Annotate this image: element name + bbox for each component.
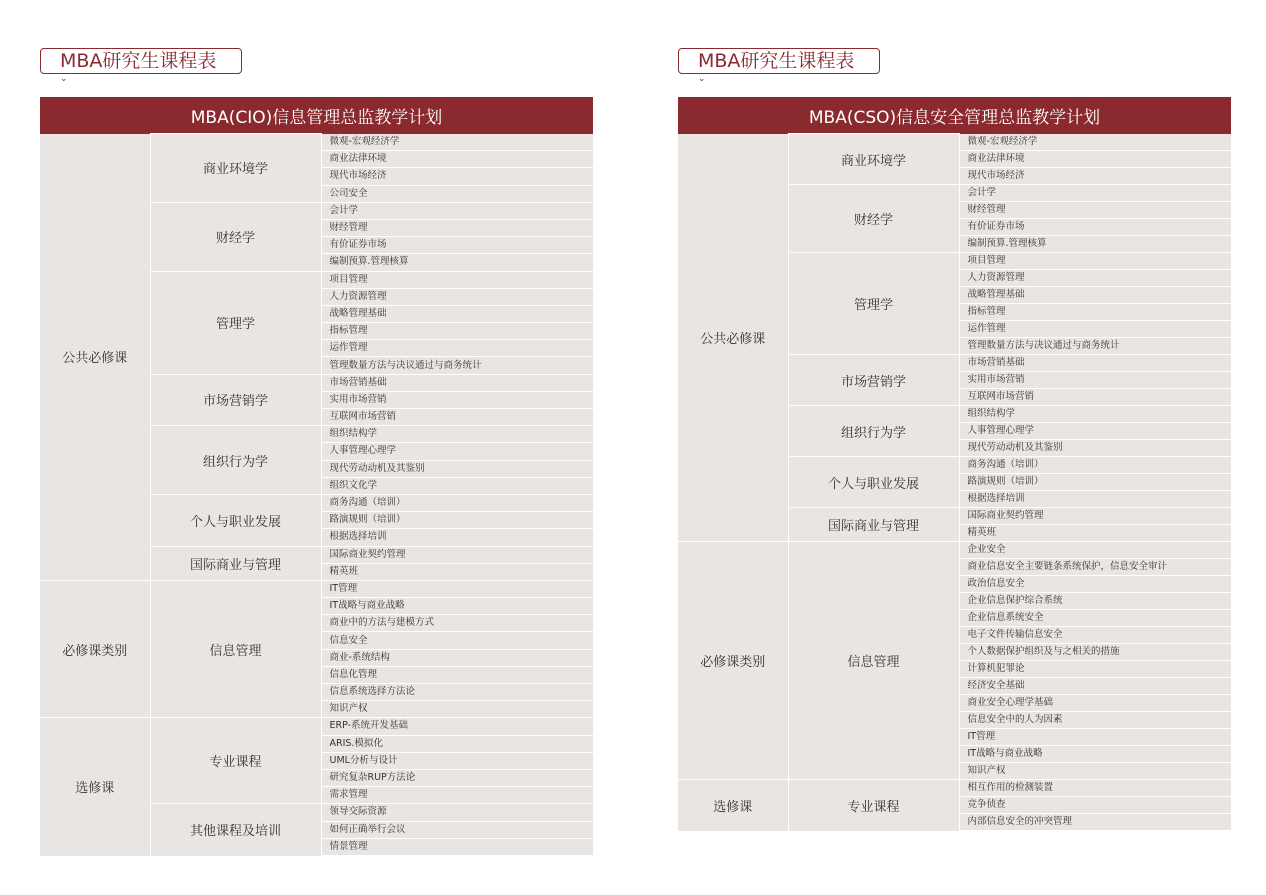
section-label: MBA研究生课程表 <box>40 48 242 74</box>
course-cell: 组织结构学 <box>321 426 593 443</box>
section-label: MBA研究生课程表 <box>678 48 880 74</box>
subject-cell: 市场营销学 <box>788 355 959 406</box>
course-cell: 商业信息安全主要链条系统保护，信息安全审计 <box>959 559 1231 576</box>
course-cell: 根据选择培训 <box>321 529 593 546</box>
category-cell: 必修课类别 <box>40 580 150 718</box>
course-cell: IT战略与商业战略 <box>321 598 593 615</box>
subject-cell: 个人与职业发展 <box>150 494 321 546</box>
course-cell: 电子文件传输信息安全 <box>959 627 1231 644</box>
course-cell: 人力资源管理 <box>959 270 1231 287</box>
course-cell: 财经管理 <box>321 219 593 236</box>
table-row <box>678 780 1231 797</box>
course-cell: 市场营销基础 <box>959 355 1231 372</box>
course-cell: 组织文化学 <box>321 477 593 494</box>
course-cell: 人事管理心理学 <box>321 443 593 460</box>
subject-cell: 商业环境学 <box>788 134 959 185</box>
subject-cell: 财经学 <box>788 185 959 253</box>
course-cell: 竞争侦查 <box>959 797 1231 814</box>
course-cell: 商务沟通（培训） <box>959 457 1231 474</box>
course-cell: 战略管理基础 <box>321 305 593 322</box>
table-row <box>40 718 593 735</box>
course-cell: 研究复杂RUP方法论 <box>321 769 593 786</box>
course-cell: 财经管理 <box>959 202 1231 219</box>
course-cell: 微观-宏观经济学 <box>959 134 1231 151</box>
course-cell: 市场营销基础 <box>321 374 593 391</box>
course-cell: 管理数量方法与决议通过与商务统计 <box>321 357 593 374</box>
course-cell: 战略管理基础 <box>959 287 1231 304</box>
course-cell: 信息安全 <box>321 632 593 649</box>
course-cell: ERP-系统开发基础 <box>321 718 593 735</box>
course-cell: ARIS.模拟化 <box>321 735 593 752</box>
course-cell: IT战略与商业战略 <box>959 746 1231 763</box>
category-cell: 选修课 <box>678 780 788 831</box>
course-cell: 需求管理 <box>321 787 593 804</box>
category-cell: 公共必修课 <box>700 331 766 347</box>
course-cell: 政治信息安全 <box>959 576 1231 593</box>
course-cell: 互联网市场营销 <box>321 409 593 426</box>
category-cell: 选修课 <box>40 718 150 856</box>
course-cell: 运作管理 <box>959 321 1231 338</box>
subject-cell: 个人与职业发展 <box>788 457 959 508</box>
course-cell: UML分析与设计 <box>321 752 593 769</box>
subject-cell: 组织行为学 <box>788 406 959 457</box>
course-cell: 人力资源管理 <box>321 288 593 305</box>
chevron-down-icon: ⌄ <box>60 74 68 84</box>
course-cell: 有价证券市场 <box>321 237 593 254</box>
course-cell: 国际商业契约管理 <box>959 508 1231 525</box>
subject-cell: 信息管理 <box>150 580 321 718</box>
course-cell: 指标管理 <box>959 304 1231 321</box>
category-cell: 必修课类别 <box>678 542 788 780</box>
course-cell: 组织结构学 <box>959 406 1231 423</box>
course-cell: 会计学 <box>959 185 1231 202</box>
course-cell: IT管理 <box>959 729 1231 746</box>
course-cell: 编制预算.管理核算 <box>959 236 1231 253</box>
course-cell: 项目管理 <box>959 253 1231 270</box>
course-cell: 商务沟通（培训） <box>321 494 593 511</box>
subject-cell: 商业环境学 <box>150 134 321 203</box>
course-cell: 个人数据保护组织及与之相关的措施 <box>959 644 1231 661</box>
course-cell: 内部信息安全的冲突管理 <box>959 814 1231 831</box>
subject-cell: 财经学 <box>150 202 321 271</box>
course-cell: 实用市场营销 <box>959 372 1231 389</box>
course-cell: 如何正确举行会议 <box>321 821 593 838</box>
curriculum-table <box>678 97 1231 831</box>
course-cell: 信息系统选择方法论 <box>321 684 593 701</box>
subject-cell: 市场营销学 <box>150 374 321 426</box>
table-row <box>40 580 593 597</box>
course-cell: 商业-系统结构 <box>321 649 593 666</box>
course-cell: 相互作用的检测装置 <box>959 780 1231 797</box>
subject-cell: 专业课程 <box>150 718 321 804</box>
course-cell: 路演规则（培训） <box>321 512 593 529</box>
course-cell: 领导交际资源 <box>321 804 593 821</box>
subject-cell: 专业课程 <box>788 780 959 831</box>
table-row <box>40 134 593 151</box>
category-cell: 公共必修课 <box>62 351 128 367</box>
course-cell: 现代劳动动机及其鉴别 <box>959 440 1231 457</box>
course-cell: 人事管理心理学 <box>959 423 1231 440</box>
course-cell: 知识产权 <box>959 763 1231 780</box>
course-cell: 经济安全基础 <box>959 678 1231 695</box>
course-cell: 实用市场营销 <box>321 391 593 408</box>
course-cell: 会计学 <box>321 202 593 219</box>
course-cell: 商业中的方法与建模方式 <box>321 615 593 632</box>
course-cell: 精英班 <box>959 525 1231 542</box>
course-cell: 运作管理 <box>321 340 593 357</box>
table-row <box>678 134 1231 151</box>
subject-cell: 国际商业与管理 <box>788 508 959 542</box>
course-cell: 企业信息保护综合系统 <box>959 593 1231 610</box>
course-cell: 商业安全心理学基础 <box>959 695 1231 712</box>
course-cell: 信息化管理 <box>321 666 593 683</box>
course-cell: 国际商业契约管理 <box>321 546 593 563</box>
course-cell: 路演规则（培训） <box>959 474 1231 491</box>
course-cell: 根据选择培训 <box>959 491 1231 508</box>
subject-cell: 管理学 <box>150 271 321 374</box>
subject-cell: 国际商业与管理 <box>150 546 321 580</box>
subject-cell: 管理学 <box>788 253 959 355</box>
course-cell: 企业安全 <box>959 542 1231 559</box>
course-cell: 微观-宏观经济学 <box>321 134 593 151</box>
course-cell: 编制预算.管理核算 <box>321 254 593 271</box>
course-cell: 知识产权 <box>321 701 593 718</box>
plan-title: MBA(CIO)信息管理总监教学计划 <box>40 97 593 134</box>
course-cell: 公司安全 <box>321 185 593 202</box>
chevron-down-icon: ⌄ <box>698 74 706 84</box>
plan-title: MBA(CSO)信息安全管理总监教学计划 <box>678 97 1231 134</box>
table-row <box>678 542 1231 559</box>
course-cell: 互联网市场营销 <box>959 389 1231 406</box>
course-cell: 现代市场经济 <box>321 168 593 185</box>
course-cell: 商业法律环境 <box>321 151 593 168</box>
course-cell: 企业信息系统安全 <box>959 610 1231 627</box>
subject-cell: 其他课程及培训 <box>150 804 321 856</box>
course-cell: 情景管理 <box>321 838 593 855</box>
subject-cell: 信息管理 <box>788 542 959 780</box>
course-cell: 现代市场经济 <box>959 168 1231 185</box>
course-cell: 计算机犯罪论 <box>959 661 1231 678</box>
course-cell: 商业法律环境 <box>959 151 1231 168</box>
course-cell: 管理数量方法与决议通过与商务统计 <box>959 338 1231 355</box>
course-cell: 精英班 <box>321 563 593 580</box>
course-cell: 指标管理 <box>321 323 593 340</box>
curriculum-table <box>40 97 593 856</box>
course-cell: 信息安全中的人为因素 <box>959 712 1231 729</box>
subject-cell: 组织行为学 <box>150 426 321 495</box>
course-cell: 有价证券市场 <box>959 219 1231 236</box>
course-cell: IT管理 <box>321 580 593 597</box>
course-cell: 现代劳动动机及其鉴别 <box>321 460 593 477</box>
course-cell: 项目管理 <box>321 271 593 288</box>
